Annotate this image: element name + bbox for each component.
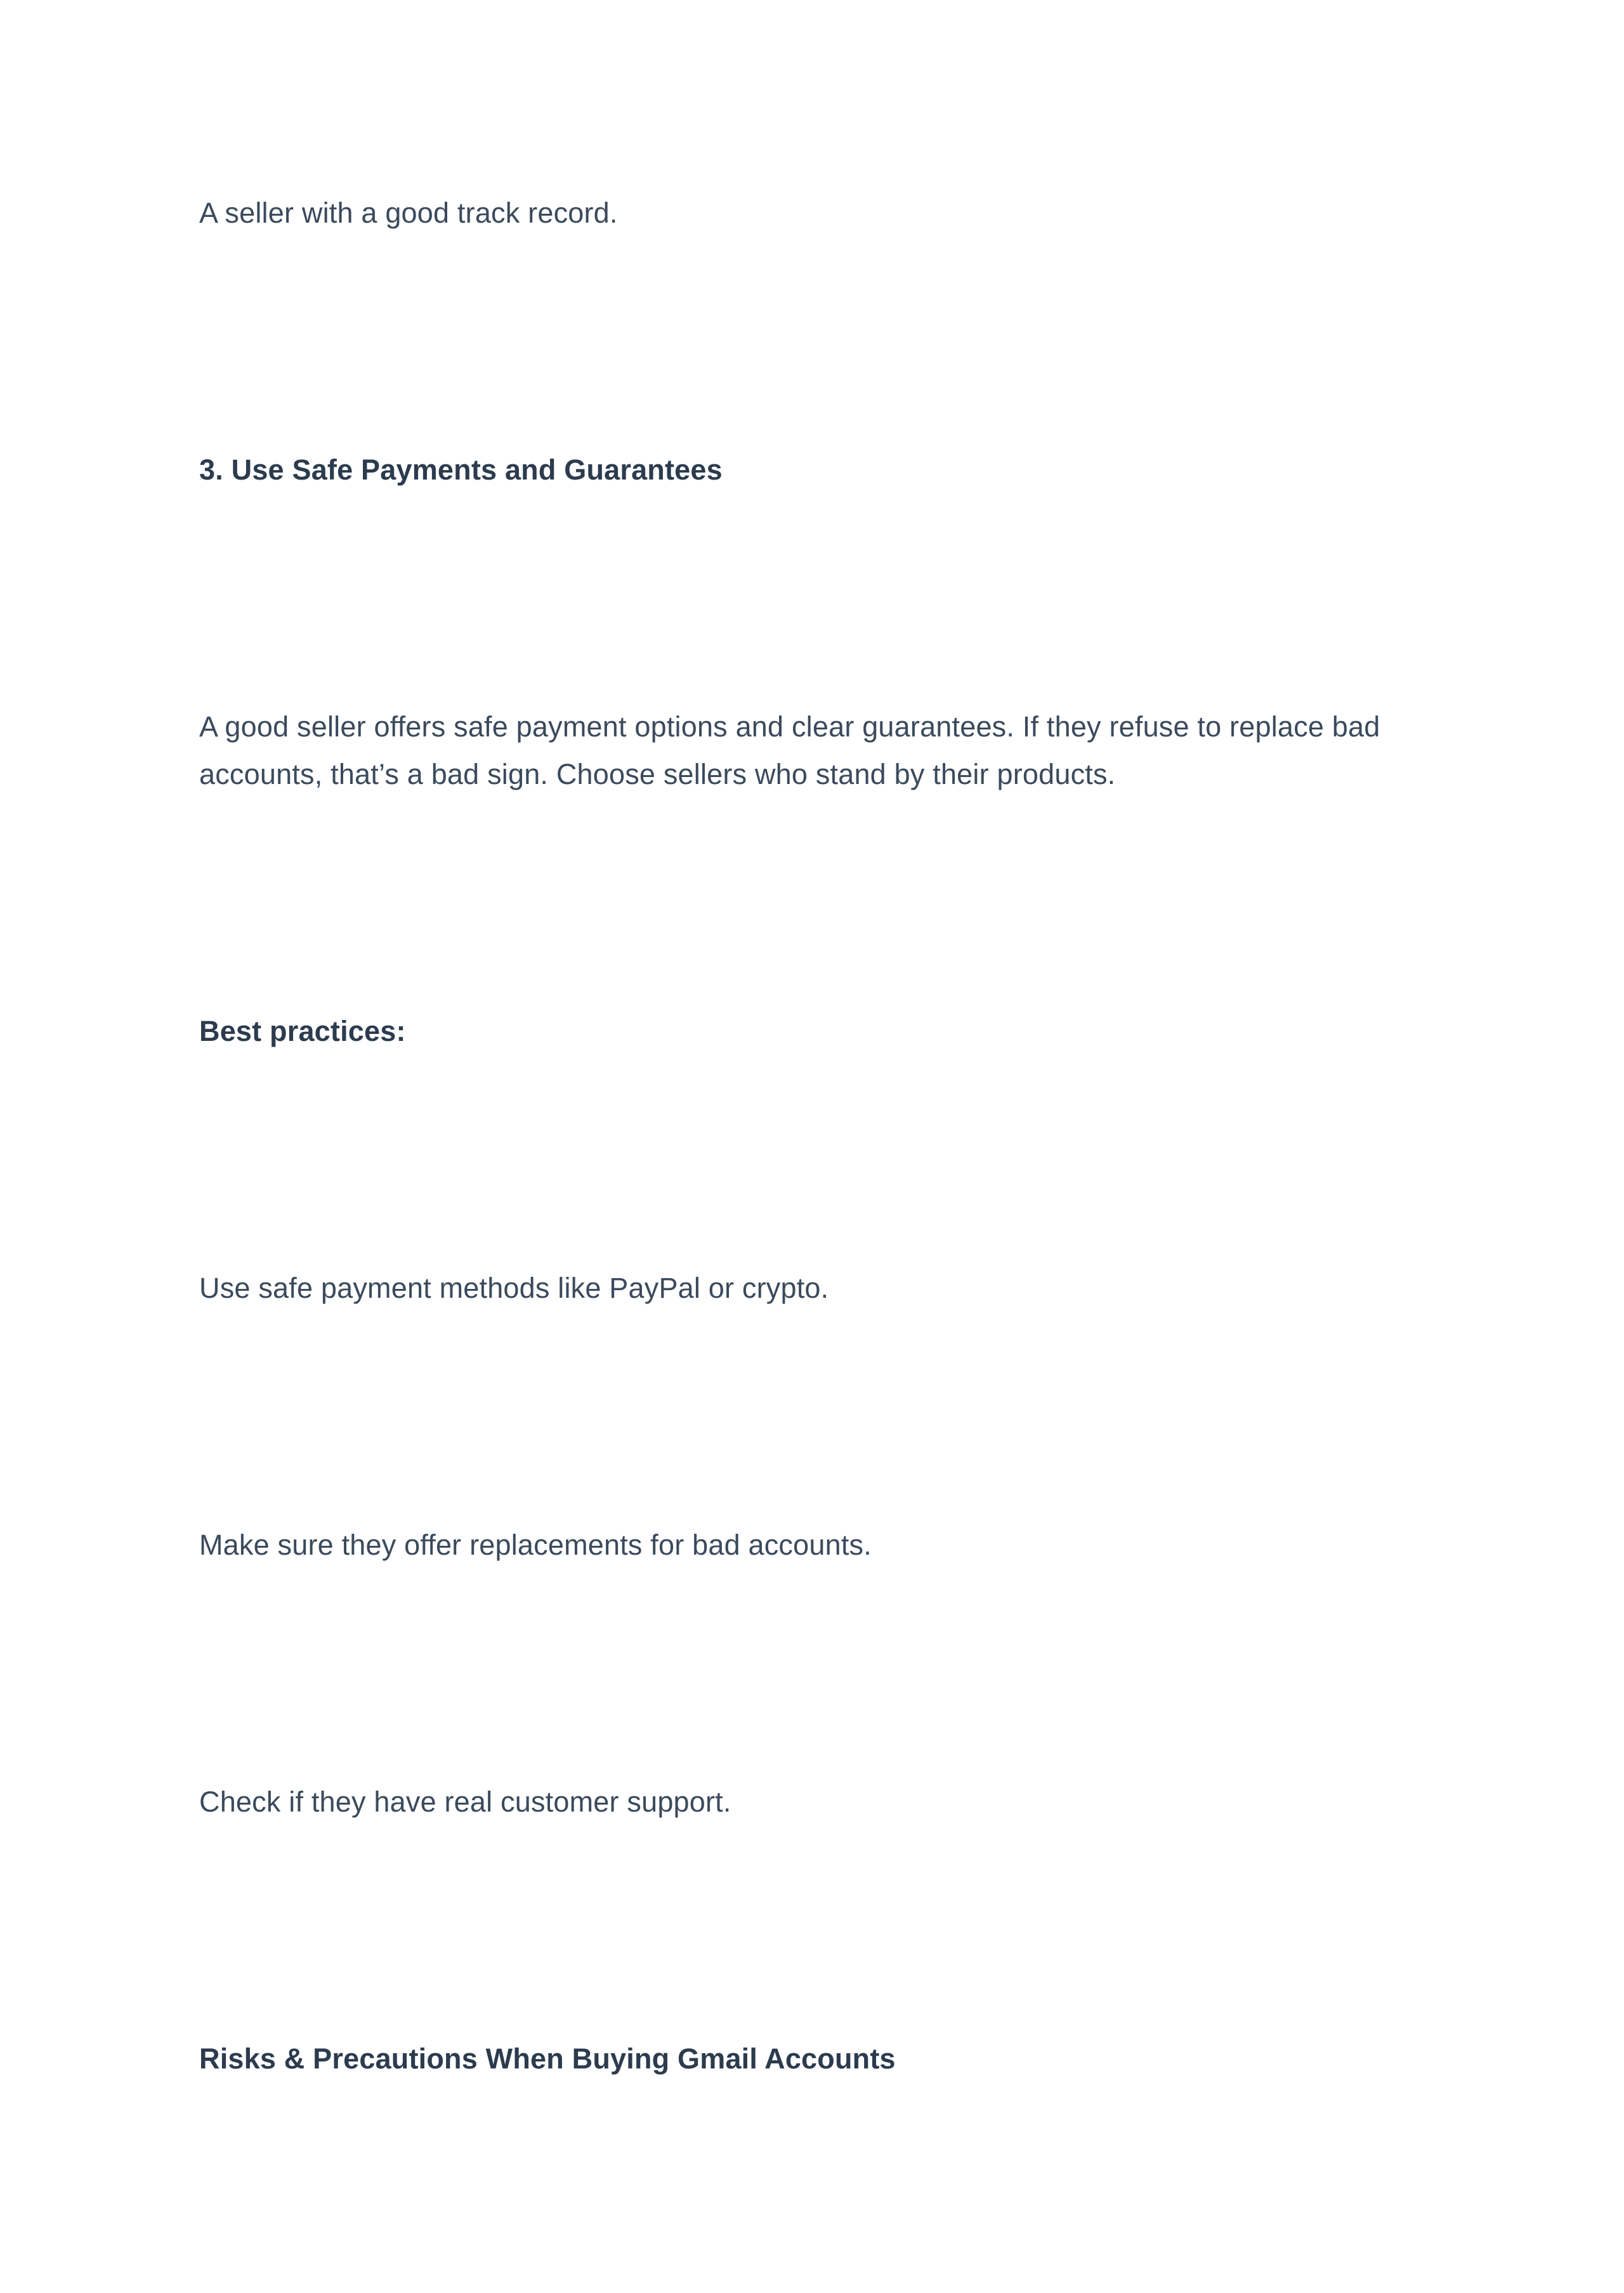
paragraph-safe-payment-methods: Use safe payment methods like PayPal or crypto. bbox=[199, 1272, 829, 1304]
paragraph-replacements: Make sure they offer replacements for bad accounts. bbox=[199, 1529, 872, 1561]
paragraph-customer-support: Check if they have real customer support. bbox=[199, 1786, 731, 1818]
section-heading-safe-payments: 3. Use Safe Payments and Guarantees bbox=[199, 454, 723, 486]
section-heading-risks-precautions: Risks & Precautions When Buying Gmail Accounts bbox=[199, 2042, 896, 2075]
section-heading-best-practices: Best practices: bbox=[199, 1015, 406, 1047]
paragraph-good-seller-guarantees: A good seller offers safe payment options and clear guarantees. If they refuse to replace bad accounts, that’s a bad sign. Choose sellers who stand by their products. bbox=[199, 710, 1380, 790]
paragraph-seller-track-record: A seller with a good track record. bbox=[199, 197, 618, 229]
